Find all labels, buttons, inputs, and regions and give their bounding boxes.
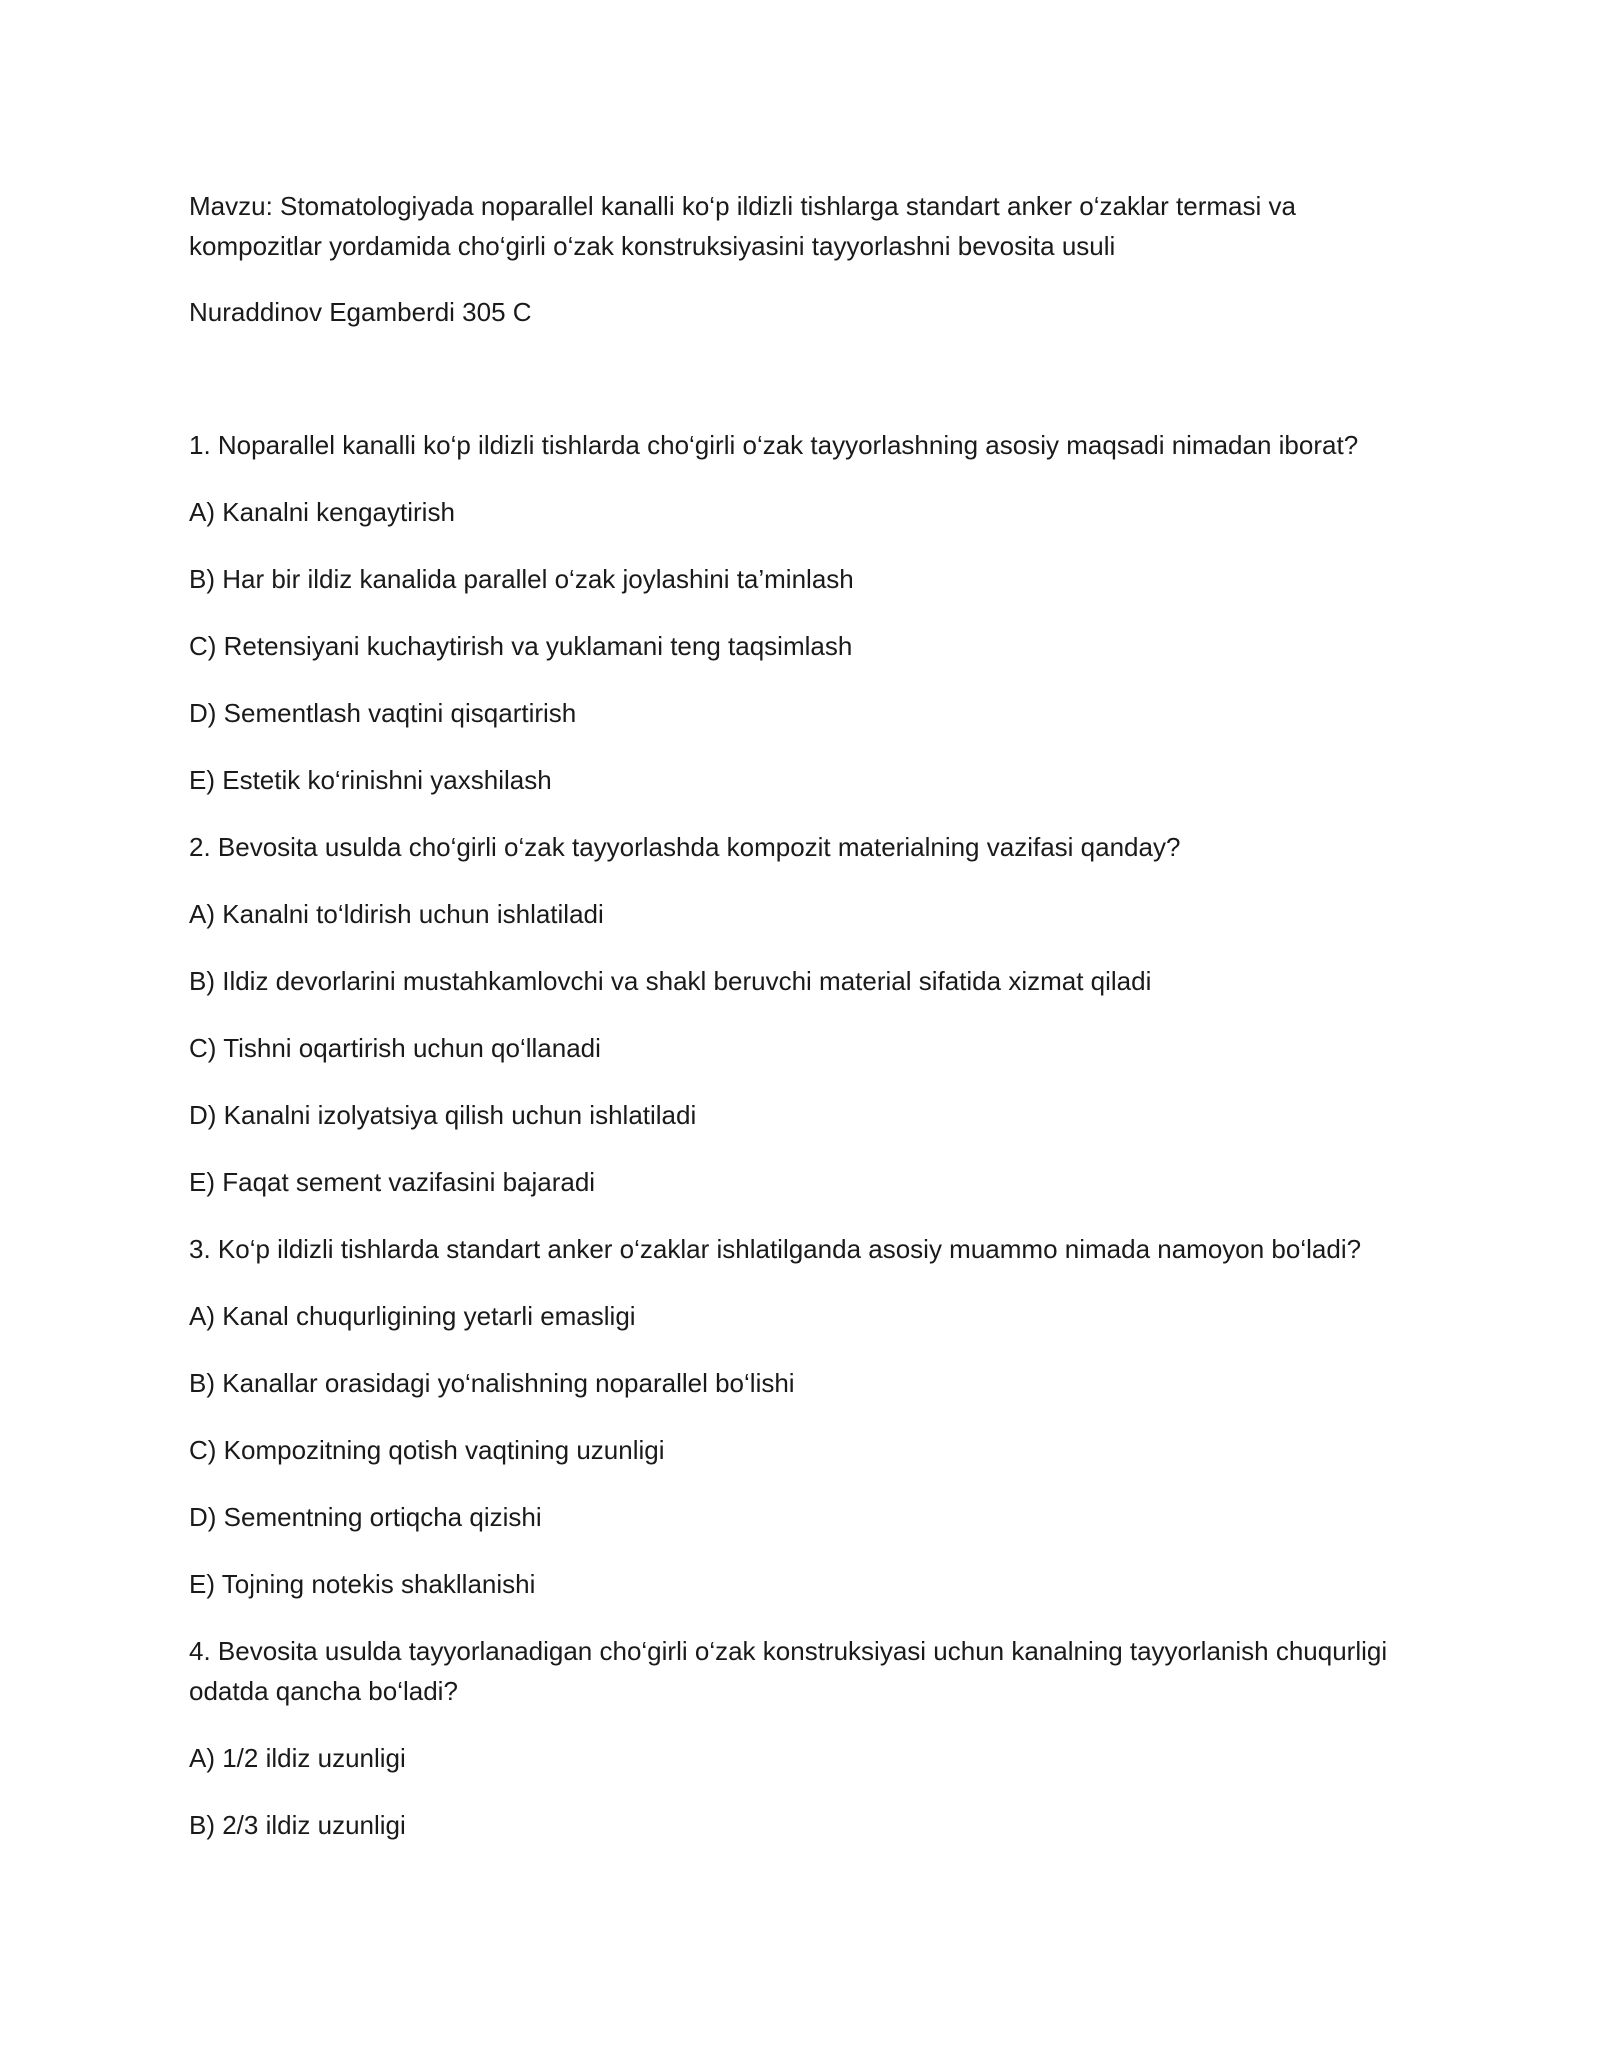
document-title: Mavzu: Stomatologiyada noparallel kanalli ko‘p ildizli tishlarga standart anker o‘zaklar termasi va kompozitlar yordamida cho‘girli o‘zak konstruksiyasini tayyorlashni bevosita usuli: [189, 191, 1296, 261]
answer-option: B) Ildiz devorlarini mustahkamlovchi va shakl beruvchi material sifatida xizmat qiladi: [189, 966, 1152, 996]
answer-option: C) Kompozitning qotish vaqtining uzunligi: [189, 1435, 665, 1465]
question-block: [189, 827, 1419, 1202]
answer-option: D) Sementlash vaqtini qisqartirish: [189, 698, 577, 728]
answer-option: A) 1/2 ildiz uzunligi: [189, 1743, 406, 1773]
answer-option: B) Kanallar orasidagi yo‘nalishning noparallel bo‘lishi: [189, 1368, 795, 1398]
answer-option: E) Tojning notekis shakllanishi: [189, 1569, 536, 1599]
answer-option: B) Har bir ildiz kanalida parallel o‘zak joylashini ta’minlash: [189, 564, 854, 594]
question-text: 1. Noparallel kanalli ko‘p ildizli tishlarda cho‘girli o‘zak tayyorlashning asosiy maqsadi nimadan iborat?: [189, 430, 1359, 460]
question-text: 3. Ko‘p ildizli tishlarda standart anker o‘zaklar ishlatilganda asosiy muammo nimada namoyon bo‘ladi?: [189, 1234, 1362, 1264]
answer-option: C) Retensiyani kuchaytirish va yuklamani teng taqsimlash: [189, 631, 853, 661]
answer-option: E) Estetik ko‘rinishni yaxshilash: [189, 765, 552, 795]
question-block: [189, 1631, 1419, 1845]
answer-option: C) Tishni oqartirish uchun qo‘llanadi: [189, 1033, 601, 1063]
question-text: 4. Bevosita usulda tayyorlanadigan cho‘girli o‘zak konstruksiyasi uchun kanalning tayyorlanish chuqurligi odatda qancha bo‘ladi?: [189, 1636, 1388, 1706]
document-body: [189, 186, 1419, 1872]
answer-option: B) 2/3 ildiz uzunligi: [189, 1810, 406, 1840]
answer-option: A) Kanalni kengaytirish: [189, 497, 455, 527]
answer-option: A) Kanal chuqurligining yetarli emasligi: [189, 1301, 636, 1331]
question-text: 2. Bevosita usulda cho‘girli o‘zak tayyorlashda kompozit materialning vazifasi qanday?: [189, 832, 1181, 862]
answer-option: D) Kanalni izolyatsiya qilish uchun ishlatiladi: [189, 1100, 697, 1130]
question-block: [189, 425, 1419, 800]
document-author: Nuraddinov Egamberdi 305 C: [189, 297, 532, 327]
answer-option: D) Sementning ortiqcha qizishi: [189, 1502, 542, 1532]
question-block: [189, 1229, 1419, 1604]
answer-option: E) Faqat sement vazifasini bajaradi: [189, 1167, 596, 1197]
answer-option: A) Kanalni to‘ldirish uchun ishlatiladi: [189, 899, 604, 929]
